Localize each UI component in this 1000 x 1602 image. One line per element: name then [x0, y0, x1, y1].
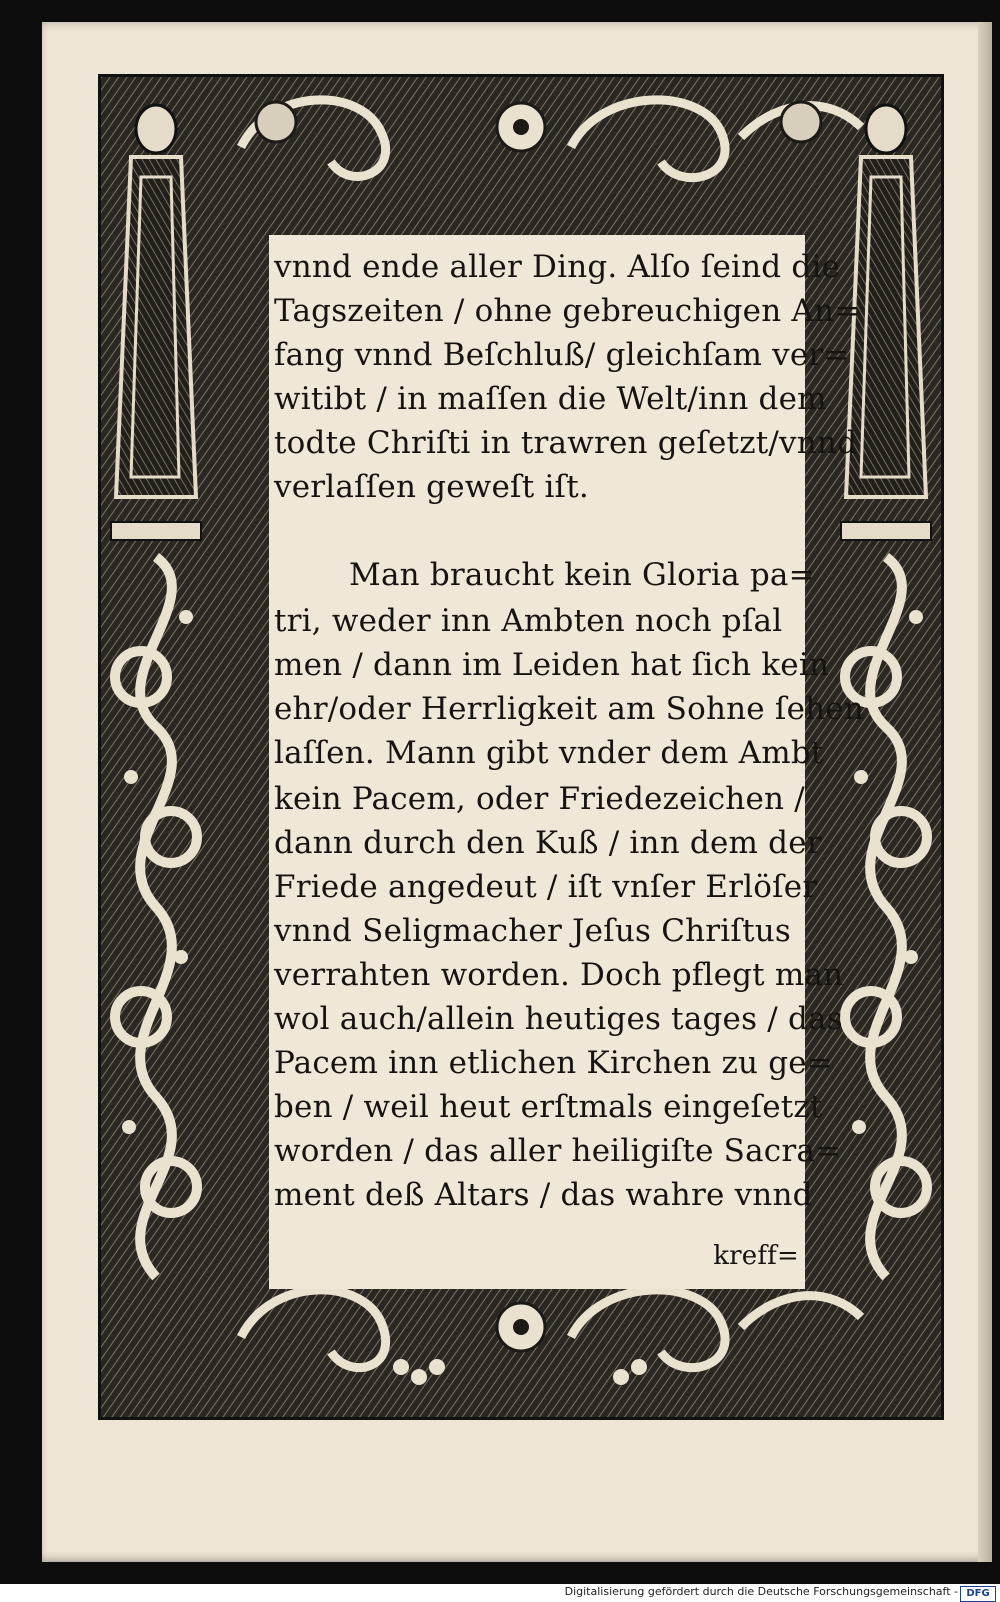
text-line-11: laſſen. Mann gibt vnder dem Ambt — [274, 735, 824, 771]
text-line-13: dann durch den Kuß / inn dem der — [274, 825, 822, 861]
page-edge — [978, 22, 992, 1562]
text-line-12: kein Pacem, oder Friedezeichen / — [274, 781, 805, 817]
text-line-10: ehr/oder Herrligkeit am Sohne ſehen — [274, 691, 865, 727]
digitization-footer — [0, 1584, 1000, 1602]
text-line-7: Man braucht kein Gloria pa= — [349, 557, 815, 593]
text-line-16: verrahten worden. Doch pflegt man — [274, 957, 844, 993]
text-line-9: men / dann im Leiden hat ſich kein — [274, 647, 830, 683]
catchword: kreff= — [713, 1241, 799, 1271]
text-line-3: fang vnnd Beſchluß/ gleichſam ver= — [274, 337, 850, 373]
dfg-logo: DFG — [960, 1586, 996, 1602]
text-line-14: Friede angedeut / iſt vnſer Erlöſer — [274, 869, 818, 905]
text-line-8: tri, weder inn Ambten noch pſal — [274, 603, 783, 639]
footer-credit: Digitalisierung gefördert durch die Deutsche Forschungsgemeinschaft - — [564, 1585, 958, 1598]
text-line-18: Pacem inn etlichen Kirchen zu ge= — [274, 1045, 834, 1081]
text-line-19: ben / weil heut erſtmals eingeſetzt — [274, 1089, 823, 1125]
text-line-17: wol auch/allein heutiges tages / das — [274, 1001, 843, 1037]
book-page — [42, 22, 992, 1562]
text-line-5: todte Chriſti in trawren geſetzt/vnnd — [274, 425, 858, 461]
text-block — [269, 235, 865, 1289]
text-line-20: worden / das aller heiligiſte Sacra= — [274, 1133, 842, 1169]
text-line-4: witibt / in maſſen die Welt/inn dem — [274, 381, 827, 417]
text-line-15: vnnd Seligmacher Jeſus Chriſtus — [274, 913, 792, 949]
text-line-2: Tagszeiten / ohne gebreuchigen An= — [274, 293, 861, 329]
text-line-6: verlaſſen geweſt iſt. — [274, 469, 589, 505]
woodcut-border — [98, 74, 944, 1420]
text-line-1: vnnd ende aller Ding. Alſo ſeind die — [274, 249, 841, 285]
text-line-21: ment deß Altars / das wahre vnnd — [274, 1177, 813, 1213]
